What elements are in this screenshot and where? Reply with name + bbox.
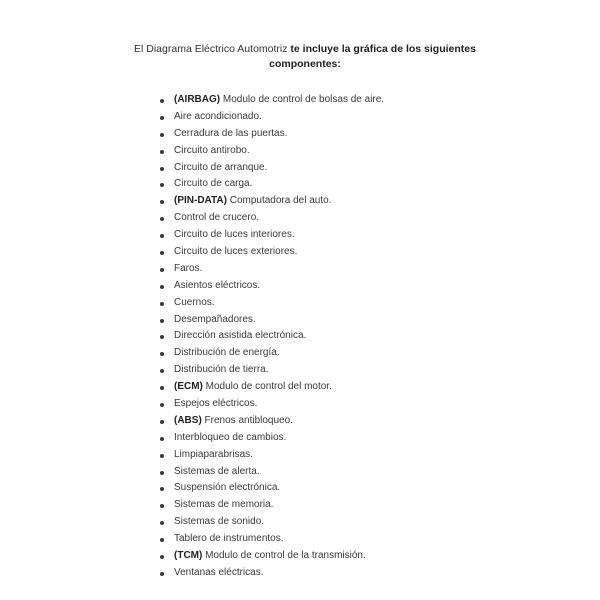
list-item: [158, 92, 384, 109]
list-item-text: Control de crucero.: [174, 212, 260, 224]
list-item: [158, 244, 384, 261]
list-item-text: Distribución de energía.: [174, 347, 280, 359]
list-item-text: Modulo de control de bolsas de aire.: [220, 94, 385, 105]
bullet-icon: [160, 487, 164, 491]
bullet-icon: [160, 150, 164, 154]
bullet-icon: [160, 471, 164, 475]
bullet-icon: [160, 167, 164, 171]
list-item: [158, 413, 384, 430]
list-item-code: (AIRBAG): [174, 94, 221, 105]
bullet-icon: [160, 200, 164, 204]
bullet-icon: [160, 437, 164, 441]
list-item: [158, 531, 384, 548]
bullet-icon: [160, 116, 164, 120]
bullet-icon: [160, 555, 164, 559]
bullet-icon: [160, 521, 164, 525]
list-item: [158, 345, 384, 362]
component-list: [158, 92, 384, 582]
list-item-text: Limpiaparabrisas.: [174, 448, 253, 460]
bullet-icon: [160, 217, 164, 221]
list-item: [158, 328, 384, 345]
list-item: [158, 295, 384, 312]
list-item-code: (PIN-DATA): [174, 195, 227, 207]
list-item: [158, 160, 384, 177]
list-item-text: Desempañadores.: [174, 313, 256, 325]
list-item-text: Sistemas de sonido.: [174, 516, 265, 528]
bullet-icon: [160, 352, 164, 356]
bullet-icon: [160, 234, 164, 238]
bullet-icon: [160, 251, 164, 255]
bullet-icon: [160, 369, 164, 373]
intro-text: El Diagrama Eléctrico Automotriz: [134, 43, 291, 55]
bullet-icon: [160, 302, 164, 306]
list-item: [158, 109, 384, 126]
list-item: [158, 396, 384, 413]
list-item: [158, 464, 384, 481]
list-item-text: Circuito de luces interiores.: [174, 229, 295, 241]
list-item-text: Sistemas de alerta.: [174, 465, 260, 477]
list-item: [158, 362, 384, 379]
list-item-code: (ABS): [174, 414, 202, 426]
bullet-icon: [160, 183, 164, 187]
bullet-icon: [160, 504, 164, 508]
list-item-text: Computadora del auto.: [226, 195, 332, 207]
list-item-text: Suspensión electrónica.: [174, 482, 281, 494]
list-item: [158, 278, 384, 295]
bullet-icon: [160, 335, 164, 339]
list-item: [158, 126, 384, 143]
list-item-text: Distribución de tierra.: [174, 364, 269, 376]
list-item-text: Ventanas eléctricas.: [174, 566, 264, 578]
list-item: [158, 143, 384, 160]
bullet-icon: [160, 285, 164, 289]
bullet-icon: [160, 99, 164, 103]
list-item: [158, 312, 384, 329]
list-item: [158, 447, 384, 464]
list-item: [158, 379, 384, 396]
list-item-text: Circuito de luces exteriores.: [174, 246, 298, 258]
list-item-text: Modulo de control de la transmisión.: [202, 550, 366, 562]
list-item: [158, 193, 384, 210]
bullet-icon: [160, 133, 164, 137]
list-item: [158, 497, 384, 514]
bullet-icon: [160, 538, 164, 542]
list-item: [158, 176, 384, 193]
bullet-icon: [160, 268, 164, 272]
intro-paragraph: [120, 42, 490, 72]
list-item: [158, 261, 384, 278]
list-item-code: (ECM): [174, 381, 203, 393]
bullet-icon: [160, 420, 164, 424]
list-item-text: Modulo de control del motor.: [202, 381, 332, 393]
bullet-icon: [160, 572, 164, 576]
list-item-text: Circuito antirobo.: [174, 144, 250, 156]
list-item: [158, 210, 384, 227]
list-item: [158, 480, 384, 497]
bullet-icon: [160, 319, 164, 323]
list-item-text: Faros.: [174, 262, 203, 274]
list-item: [158, 565, 384, 582]
list-item-code: (TCM): [174, 550, 203, 562]
list-item-text: Circuito de arranque.: [174, 161, 268, 173]
bullet-icon: [160, 454, 164, 458]
list-item-text: Interbloqueo de cambios.: [174, 431, 287, 443]
bullet-icon: [160, 386, 164, 390]
list-item-text: Espejos eléctricos.: [174, 398, 258, 410]
list-item: [158, 514, 384, 531]
list-item-text: Frenos antibloqueo.: [201, 414, 293, 426]
list-item-text: Circuito de carga.: [174, 178, 253, 190]
list-item: [158, 548, 384, 565]
list-item-text: Cerradura de las puertas.: [174, 127, 288, 139]
intro-bold-text: te incluye la gráfica de los siguientes componentes:: [269, 43, 476, 70]
list-item-text: Cuernos.: [174, 296, 215, 308]
list-item: [158, 227, 384, 244]
list-item: [158, 430, 384, 447]
list-item-text: Tablero de instrumentos.: [174, 533, 284, 545]
list-item-text: Asientos eléctricos.: [174, 279, 261, 291]
list-item-text: Sistemas de memoria.: [174, 499, 274, 511]
list-item-text: Aire acondicionado.: [174, 110, 262, 122]
bullet-icon: [160, 403, 164, 407]
list-item-text: Dirección asistida electrónica.: [174, 330, 307, 342]
